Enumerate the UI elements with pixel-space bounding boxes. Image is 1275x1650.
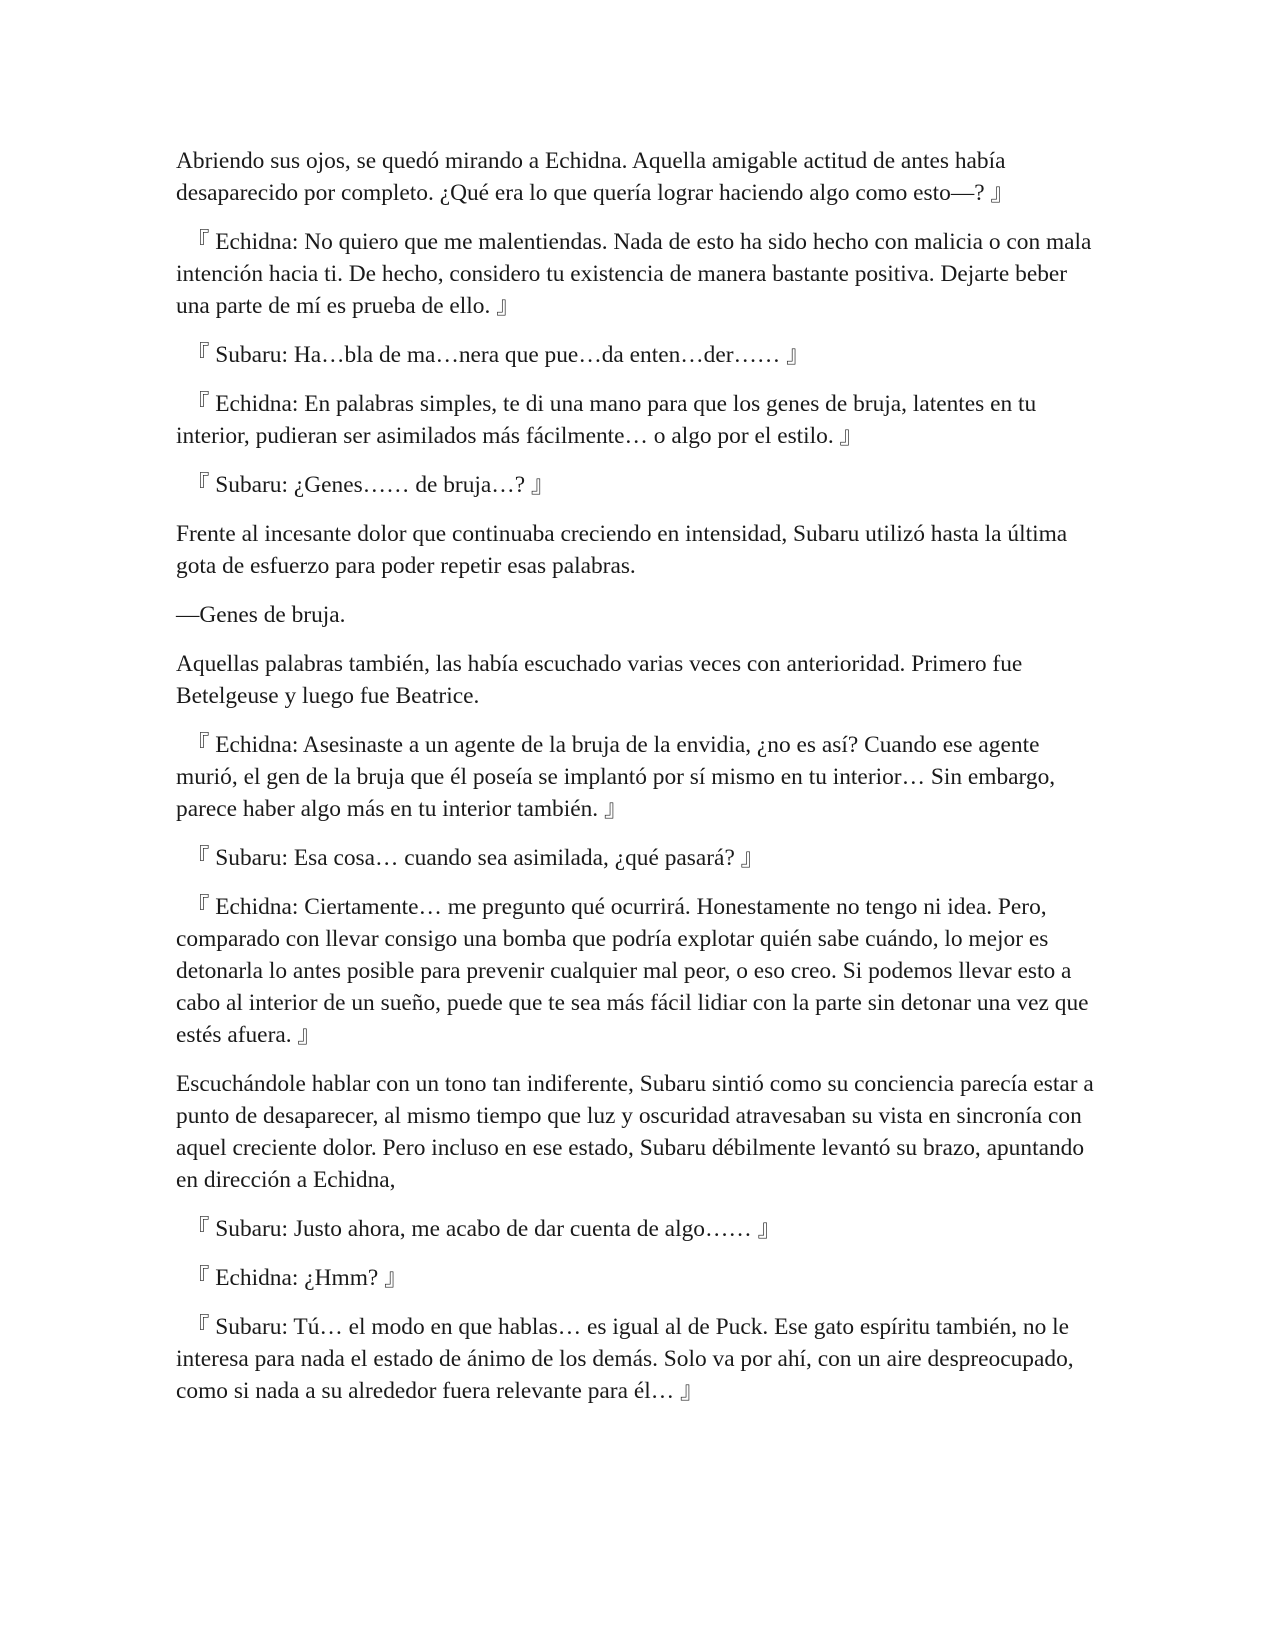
narration-paragraph: Escuchándole hablar con un tono tan indiferente, Subaru sintió como su conciencia parecía estar a punto de desaparecer, al mismo tiempo que luz y oscuridad atravesaban su vista en sincronía con aquel creciente dolor. Pero incluso en ese estado, Subaru débilmente levantó su brazo, apuntando en dirección a Echidna, bbox=[176, 1071, 1094, 1193]
narration-paragraph: Aquellas palabras también, las había escuchado varias veces con anterioridad. Primero fue Betelgeuse y luego fue Beatrice. bbox=[176, 651, 1023, 709]
dialogue-line-subaru: 『 Subaru: Ha…bla de ma…nera que pue…da enten…der…… 』 bbox=[186, 342, 810, 368]
dialogue-line-echidna: 『 Echidna: No quiero que me malentiendas. Nada de esto ha sido hecho con malicia o con mala intención hacia ti. De hecho, considero tu existencia de manera bastante positiva. Dejarte beber una parte de mí es prueba de ello. 』 bbox=[176, 229, 1092, 319]
dialogue-line-echidna: 『 Echidna: ¿Hmm? 』 bbox=[186, 1265, 408, 1291]
dialogue-line-echidna: 『 Echidna: Asesinaste a un agente de la bruja de la envidia, ¿no es así? Cuando ese agente murió, el gen de la bruja que él poseía se implantó por sí mismo en tu interior… Sin embargo, parece haber algo más en tu interior también. 』 bbox=[176, 732, 1056, 822]
narration-paragraph: Abriendo sus ojos, se quedó mirando a Echidna. Aquella amigable actitud de antes había desaparecido por completo. ¿Qué era lo que quería lograr haciendo algo como esto—? 』 bbox=[176, 148, 1014, 206]
dialogue-line-subaru: 『 Subaru: Esa cosa… cuando sea asimilada, ¿qué pasará? 』 bbox=[186, 845, 765, 871]
document-page bbox=[176, 145, 1106, 1424]
dialogue-line-subaru: 『 Subaru: ¿Genes…… de bruja…? 』 bbox=[186, 472, 555, 498]
dialogue-line-subaru: 『 Subaru: Justo ahora, me acabo de dar cuenta de algo…… 』 bbox=[186, 1216, 781, 1242]
narration-paragraph: Frente al incesante dolor que continuaba creciendo en intensidad, Subaru utilizó hasta la última gota de esfuerzo para poder repetir esas palabras. bbox=[176, 521, 1068, 579]
dialogue-line-echidna: 『 Echidna: Ciertamente… me pregunto qué ocurrirá. Honestamente no tengo ni idea. Pero, comparado con llevar consigo una bomba que podría explotar quién sabe cuándo, lo mejor es detonarla lo antes posible para prevenir cualquier mal peor, o eso creo. Si podemos llevar esto a cabo al interior de un sueño, puede que te sea más fácil lidiar con la parte sin detonar una vez que estés afuera. 』 bbox=[176, 894, 1089, 1048]
dialogue-line-subaru: 『 Subaru: Tú… el modo en que hablas… es igual al de Puck. Ese gato espíritu también, no le interesa para nada el estado de ánimo de los demás. Solo va por ahí, con un aire despreocupado, como si nada a su alrededor fuera relevante para él… 』 bbox=[176, 1314, 1074, 1404]
narration-paragraph: —Genes de bruja. bbox=[176, 602, 346, 628]
dialogue-line-echidna: 『 Echidna: En palabras simples, te di una mano para que los genes de bruja, latentes en tu interior, pudieran ser asimilados más fácilmente… o algo por el estilo. 』 bbox=[176, 391, 1037, 449]
